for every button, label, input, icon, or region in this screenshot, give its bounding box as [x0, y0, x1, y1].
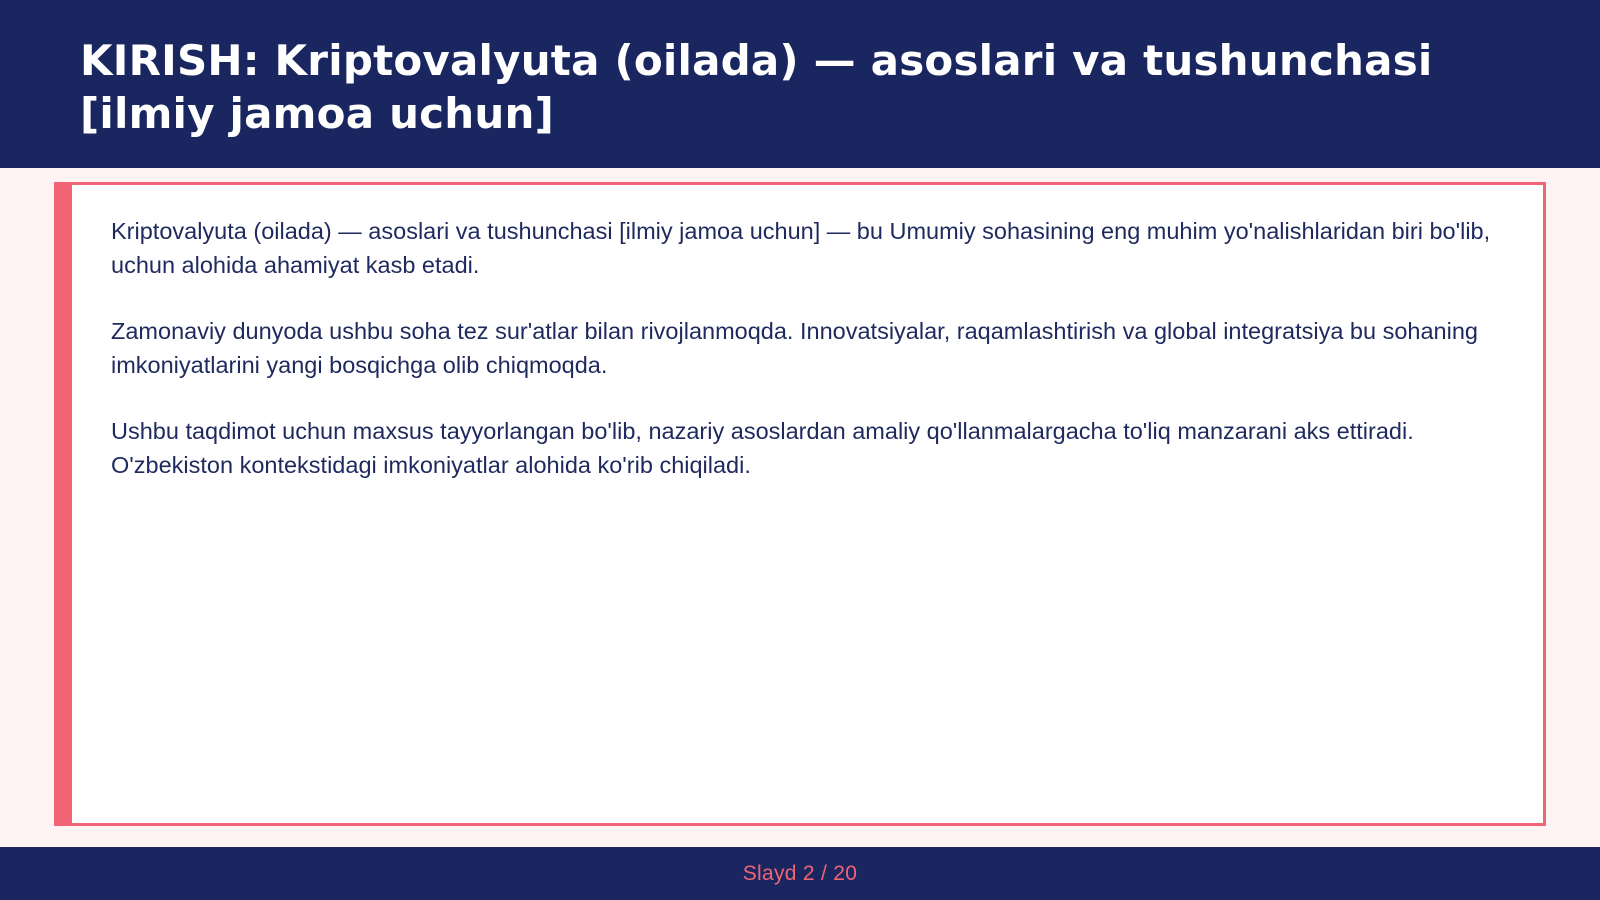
paragraph-intro: Kriptovalyuta (oilada) — asoslari va tushunchasi [ilmiy jamoa uchun] — bu Umumiy sohasining eng muhim yo'nalishlaridan biri bo'lib, uchun alohida ahamiyat kasb etadi. — [111, 218, 1491, 278]
content-body — [72, 185, 1543, 482]
slide-header — [0, 0, 1600, 168]
slide-footer — [0, 847, 1600, 900]
paragraph-presentation-purpose: Ushbu taqdimot uchun maxsus tayyorlangan bo'lib, nazariy asoslardan amaliy qo'llanmalargacha to'liq manzarani aks ettiradi. O'zbekiston kontekstidagi imkoniyatlar alohida ko'rib chiqiladi. — [111, 418, 1414, 478]
slide-title: KIRISH: Kriptovalyuta (oilada) — asoslari va tushunchasi [ilmiy jamoa uchun] — [80, 36, 1433, 138]
paragraph-modern-world: Zamonaviy dunyoda ushbu soha tez sur'atlar bilan rivojlanmoqda. Innovatsiyalar, raqamlashtirish va global integratsiya bu sohaning imkoniyatlarini yangi bosqichga olib chiqmoqda. — [111, 318, 1478, 378]
slide-counter: Slayd 2 / 20 — [742, 861, 858, 885]
content-card — [54, 182, 1546, 826]
